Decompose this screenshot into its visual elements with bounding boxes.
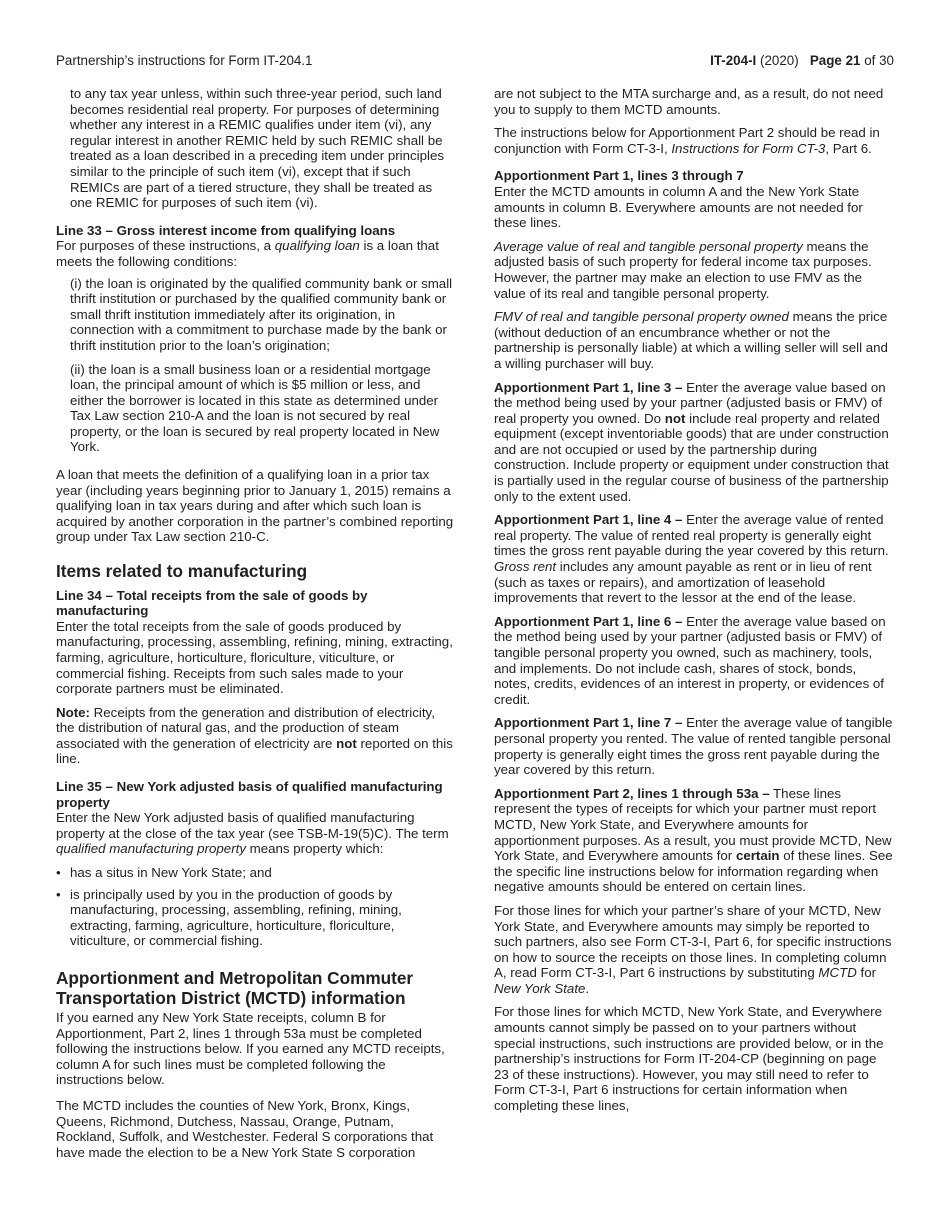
header-page-info [710, 53, 894, 68]
condition-ii: (ii) the loan is a small business loan or a residential mortgage loan, the principal amount of which is $5 million or less, and either the borrower is located in this state as determined under Tax Law section 210-A and the loan is not secured by real property, or the loan is secured by real property located in New York. [70, 361, 440, 455]
mctd-paragraph-2: The MCTD includes the counties of New York, Bronx, Kings, Queens, Richmond, Dutchess, Nassau, Orange, Putnam, Rockland, Suffolk, and Westchester. Federal S corporations that have made the election to be a New York State S corporation [56, 1097, 434, 1160]
line34-note: Note: Receipts from the generation and distribution of electricity, the distribution of natural gas, and the production of steam associated with the generation of electricity are not reported on this line. [56, 704, 453, 767]
bullet-icon: • [56, 865, 61, 881]
page-header [56, 53, 894, 71]
header-page-number: Page 21 [809, 53, 861, 68]
part1-paragraph: Enter the MCTD amounts in column A and the New York State amounts in column B. Everywhere amounts are not needed for these lines. [494, 183, 863, 231]
condition-i: (i) the loan is originated by the qualified community bank or small thrift institution or purchased by the qualified community bank or small thrift institution immediately after its origination, in connection with a commitment to purchase made by the bank or thrift institution prior to the loan’s origination; [70, 275, 453, 353]
part1-heading: Apportionment Part 1, lines 3 through 7 [494, 168, 744, 184]
partner-share-paragraph: For those lines for which your partner’s share of your MCTD, New York State, and Everywhere amounts may simply be reported to such partners, also see Form CT-3-I, Part 6, for specific instructions on how to source the receipts on those lines. In completing column A, read Form CT-3-I, Part 6 instructions by substituting MCTD for New York State. [494, 902, 892, 996]
manufacturing-heading: Items related to manufacturing [56, 561, 308, 582]
header-title: Partnership’s instructions for Form IT-204.1 [56, 53, 313, 68]
header-year: (2020) [756, 53, 810, 68]
remic-continuation: to any tax year unless, within such three-year period, such land becomes residential real property. For purposes of determining whether any interest in a REMIC qualifies under item (vi), any regular interest in another REMIC held by such REMIC shall be treated as a loan described in a preceding item under principles similar to the principle of such item (vi), except that if such REMICs are part of a tiered structure, they shall be treated as one REMIC for purposes of such item (vi). [70, 86, 445, 211]
part2-intro: The instructions below for Apportionment Part 2 should be read in conjunction with Form CT-3-I, Instructions for Form CT-3, Part 6. [494, 125, 880, 156]
prior-year-loan-paragraph: A loan that meets the definition of a qualifying loan in a prior tax year (including years beginning prior to January 1, 2015) remains a qualifying loan in tax years during and after which such loan is acquired by another corporation in the partner’s combined reporting group under Tax Law section 210-C. [56, 467, 454, 545]
average-value-definition: Average value of real and tangible personal property means the adjusted basis of such property for federal income tax purposes. However, the partner may make an election to use FMV as the value of its real and tangible personal property. [494, 238, 872, 301]
line35-paragraph: Enter the New York adjusted basis of qualified manufacturing property at the close of the tax year (see TSB-M-19(5)C). The term qualified manufacturing property means property which: [56, 810, 449, 857]
line33-intro: For purposes of these instructions, a qualifying loan is a loan that meets the following conditions: [56, 238, 439, 269]
line35-heading: Line 35 – New York adjusted basis of qualified manufacturing property [56, 779, 443, 810]
list-item: • is principally used by you in the production of goods by manufacturing, processing, assembling, refining, mining, extracting, farming, agriculture, horticulture, floriculture, viticulture, or commercial fishing. [56, 886, 402, 949]
line33-heading: Line 33 – Gross interest income from qualifying loans [56, 222, 396, 238]
left-column [56, 86, 456, 1168]
list-item: • has a situs in New York State; and [56, 865, 272, 881]
bullet-icon: • [56, 886, 61, 902]
part1-line6: Apportionment Part 1, line 6 – Enter the average value based on the method being used by your partner (adjusted basis or FMV) of tangible personal property you owned, such as machinery, tools, and implements. Do not include cash, shares of stock, bonds, notes, credits, evidences of an interest in property, or evidences of credit. [494, 613, 886, 707]
part1-line7: Apportionment Part 1, line 7 – Enter the average value of tangible personal property you rented. The value of rented tangible personal property is generally eight times the gross rent payable during the year covered by this return. [494, 715, 893, 778]
part2-lines: Apportionment Part 2, lines 1 through 53a – These lines represent the types of receipts for which your partner must report MCTD, New York State, and Everywhere amounts for apportionment purposes. As a result, you must provide MCTD, New York State, and Everywhere amounts for certain of these lines. See the specific line instructions below for information regarding when negative amounts should be entered on certain lines. [494, 785, 893, 895]
header-page-total: of 30 [860, 53, 894, 68]
fmv-definition: FMV of real and tangible personal property owned means the price (without deduction of an encumbrance whether or not the partnership is personally liable) at which a willing seller will sell and a willing purchaser will buy. [494, 309, 888, 371]
qualified-property-list [56, 865, 456, 949]
part1-line4: Apportionment Part 1, line 4 – Enter the average value of rented real property. The value of rented real property is generally eight times the gross rent payable during the year covered by this return. Gross rent includes any amount payable as rent or in lieu of rent (such as taxes or repairs), and amortization of leasehold improvements that revert to the lessor at the end of the lease. [494, 512, 889, 606]
line34-heading: Line 34 – Total receipts from the sale of goods by manufacturing [56, 587, 368, 619]
mctd-paragraph-1: If you earned any New York State receipts, column B for Apportionment, Part 2, lines 1 through 53a must be completed following the instructions below. If you earned any MCTD receipts, column A for such lines must be completed following the instructions below. [56, 1010, 445, 1088]
part1-line3: Apportionment Part 1, line 3 – Enter the average value based on the method being used by your partner (adjusted basis or FMV) of real property you owned. Do not include real property and related equipment (except inventoriable goods) that are under construction and are not occupied or used by the partnership during construction. Include property or equipment under construction that is partially used in the regular course of business of the partnership only to the extent used. [494, 379, 889, 504]
line34-paragraph: Enter the total receipts from the sale of goods produced by manufacturing, processing, assembling, refining, mining, extracting, farming, agriculture, horticulture, floriculture, viticulture, or commercial fishing. Receipts from such sales made to your corporate partners must be eliminated. [56, 618, 453, 697]
mta-continuation: are not subject to the MTA surcharge and, as a result, do not need you to supply to them MCTD amounts. [494, 86, 884, 117]
special-instructions-paragraph: For those lines for which MCTD, New York State, and Everywhere amounts cannot simply be passed on to your partners without special instructions, such instructions are provided below, or in the partnership’s instructions for Form IT-204-CP (beginning on page 23 of these instructions). However, you may still need to refer to Form CT-3-I, Part 6 instructions for certain information when completing these lines, [494, 1004, 884, 1114]
right-column [494, 86, 894, 1122]
header-form-id: IT-204-I [710, 53, 757, 68]
mctd-heading: Apportionment and Metropolitan Commuter Transportation District (MCTD) information [56, 968, 414, 1008]
